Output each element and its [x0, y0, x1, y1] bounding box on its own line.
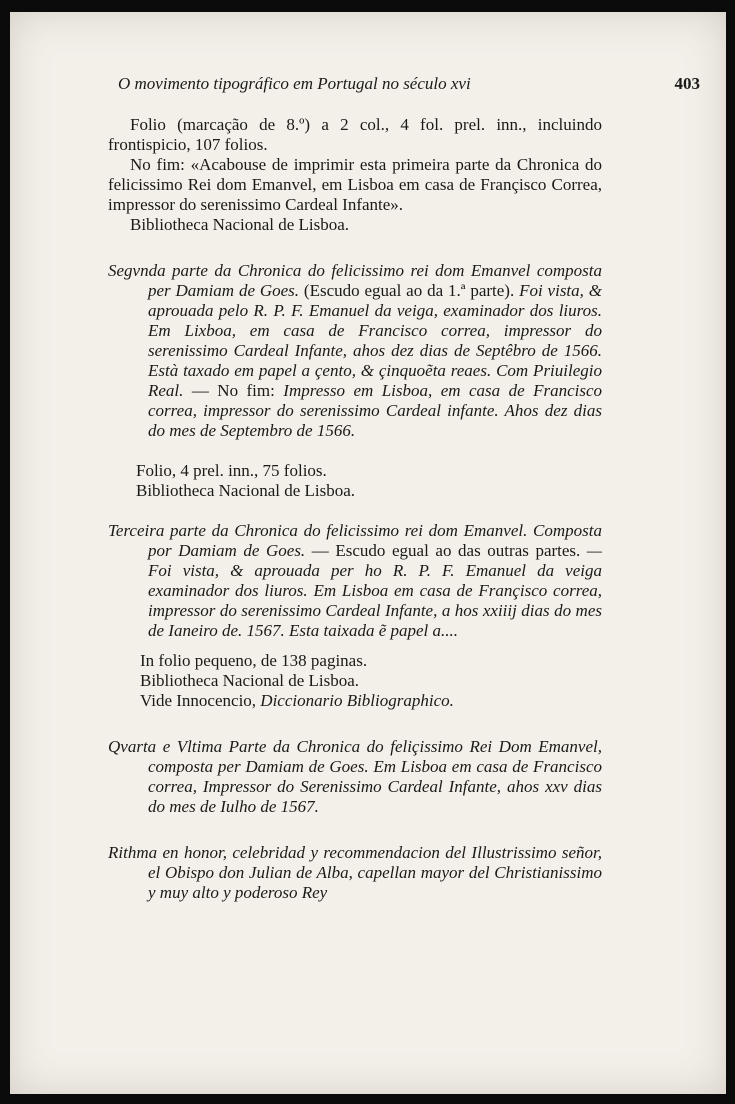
reference-title: Diccionario Bibliographico.: [260, 691, 454, 710]
bibliography-entry-rithma: Rithma en honor, celebridad y recommendacion del Illustrissimo señor, el Obispo don Julian de Alba, capellan mayor del Christianissimo y muy alto y poderoso Rey: [108, 843, 602, 902]
entry-note: — Escudo egual ao das outras partes.: [305, 541, 581, 560]
entry-library: Bibliotheca Nacional de Lisboa.: [136, 481, 356, 500]
entry-approval: — Foi vista, & aprouada per ho R. P. F. Emanuel da veiga examinador dos liuros. Em Lisboa em casa de Françisco correa, impressor do serenissimo Cardeal Infante, a hos xxiiij dias do mes de Ianeiro de. 1567. Esta taixada ẽ papel a....: [148, 541, 603, 640]
entry-approval: Foi vista, & aprouada pelo R. P. F. Emanuel da veiga, examinador dos liuros. Em Lixboa, em casa de Francisco correa, impressor do serenissimo Cardeal Infante, ahos dez dias de Septêbro de 1566. Està taxado em papel a çento, & çinquoẽta reaes. Com Priuilegio Real.: [148, 281, 602, 400]
entry-separator: — No fim:: [183, 381, 284, 400]
bibliography-entry-segunda: [108, 261, 602, 441]
format-line: Folio (marcação de 8.º) a 2 col., 4 fol. prel. inn., incluindo frontispicio, 107 folios.: [108, 115, 602, 154]
entry-description: In folio pequeno, de 138 paginas.: [140, 651, 368, 670]
page-body: [108, 115, 602, 903]
library-line: Bibliotheca Nacional de Lisboa.: [130, 215, 350, 234]
entry-note: (Escudo egual ao da 1.ª parte).: [299, 281, 515, 300]
entry-description: Folio, 4 prel. inn., 75 folios.: [136, 461, 327, 480]
entry-colophon: Impresso em Lisboa, em casa de Francisco correa, impressor do serenissimo Cardeal infante. Ahos dez dias do mes de Septembro de 1566.: [148, 381, 602, 440]
bibliography-entry-terceira: [108, 521, 602, 641]
book-page: [10, 12, 726, 1094]
running-header: [118, 74, 700, 94]
entry-reference: [140, 691, 602, 711]
entry-title: Segvnda parte da Chronica do felicissimo rei dom Emanvel composta per Damiam de Goes.: [108, 261, 602, 300]
colophon-line: No fim: «Acabouse de imprimir esta primeira parte da Chronica do felicissimo Rei dom Emanvel, em Lisboa em casa de Françisco Correa, impressor do serenissimo Cardeal Infante».: [108, 155, 602, 214]
page-number: 403: [674, 74, 700, 93]
entry-title: Terceira parte da Chronica do felicissimo rei dom Emanvel. Composta por Damiam de Goes.: [108, 521, 602, 560]
bibliography-entry-quarta: Qvarta e Vltima Parte da Chronica do feliçissimo Rei Dom Emanvel, composta per Damiam de Goes. Em Lisboa em casa de Francisco correa, Impressor do Serenissimo Cardeal Infante, ahos xxv dias do mes de Iulho de 1567.: [108, 737, 602, 816]
reference-prefix: Vide Innocencio,: [140, 691, 261, 710]
header-title: O movimento tipográfico em Portugal no século xvi: [118, 74, 471, 93]
entry-library: Bibliotheca Nacional de Lisboa.: [140, 671, 360, 690]
